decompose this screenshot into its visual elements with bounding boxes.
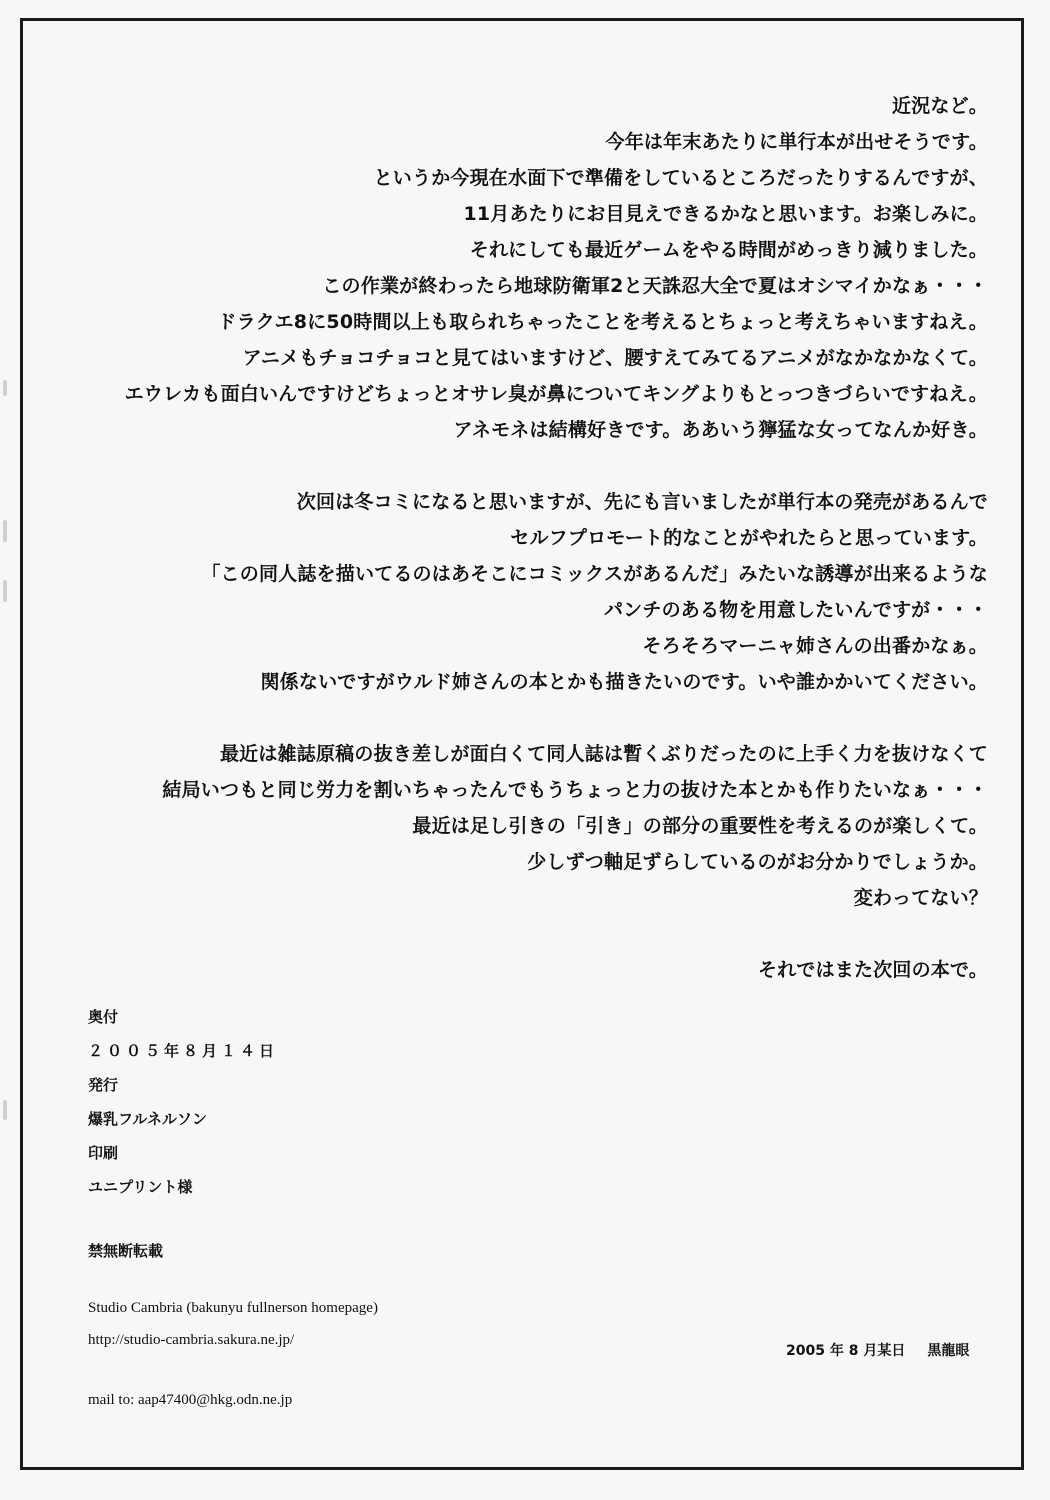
note-line: 最近は雑誌原稿の抜き差しが面白くて同人誌は暫くぶりだったのに上手く力を抜けなくて <box>219 743 988 765</box>
paragraph-spacer <box>88 448 988 484</box>
note-line: エウレカも面白いんですけどちょっとオサレ臭が鼻についてキングよりもとっつきづらいですねえ。 <box>124 383 988 405</box>
note-line: ドラクエ8に50時間以上も取られちゃったことを考えるとちょっと考えちゃいますねえ。 <box>217 311 988 333</box>
scan-mark <box>3 1100 7 1120</box>
note-line: 関係ないですがウルド姉さんの本とかも描きたいのです。いや誰かかいてください。 <box>260 671 988 693</box>
paragraph-spacer <box>88 700 988 736</box>
colophon-heading: 奥付 <box>88 1008 119 1026</box>
mail-address[interactable]: mail to: aap47400@hkg.odn.ne.jp <box>88 1392 293 1408</box>
paragraph-spacer <box>88 916 988 952</box>
note-line: この作業が終わったら地球防衛軍2と天誅忍大全で夏はオシマイかなぁ・・・ <box>322 275 988 297</box>
publisher-label: 発行 <box>88 1076 119 1094</box>
note-line: パンチのある物を用意したいんですが・・・ <box>603 599 988 621</box>
copyright-notice: 禁無断転載 <box>88 1242 164 1260</box>
note-line: そろそろマーニャ姉さんの出番かなぁ。 <box>642 635 988 657</box>
note-line: アニメもチョコチョコと見てはいますけど、腰すえてみてるアニメがなかなかなくて。 <box>242 347 988 369</box>
signature <box>786 1340 969 1360</box>
printer-name: ユニプリント様 <box>88 1178 193 1196</box>
note-line: 今年は年末あたりに単行本が出せそうです。 <box>605 131 988 153</box>
publication-date: ２００５年８月１４日 <box>88 1042 279 1060</box>
note-line: 次回は冬コミになると思いますが、先にも言いましたが単行本の発売があるんで <box>296 491 988 513</box>
scan-mark <box>3 580 7 602</box>
scan-mark <box>3 380 7 396</box>
colophon <box>88 1000 688 1268</box>
homepage-url[interactable]: http://studio-cambria.sakura.ne.jp/ <box>88 1332 295 1348</box>
note-line: それにしても最近ゲームをやる時間がめっきり減りました。 <box>469 239 988 261</box>
note-line: 11月あたりにお目見えできるかなと思います。お楽しみに。 <box>463 203 988 225</box>
note-line: 最近は足し引きの「引き」の部分の重要性を考えるのが楽しくて。 <box>412 815 988 837</box>
note-line: というか今現在水面下で準備をしているところだったりするんですが、 <box>373 167 988 189</box>
note-line: セルフプロモート的なことがやれたらと思っています。 <box>510 527 988 549</box>
signature-author: 黒龍眼 <box>927 1343 970 1359</box>
publisher-name: 爆乳フルネルソン <box>88 1110 207 1128</box>
afterword-notes <box>88 88 988 988</box>
studio-name: Studio Cambria (bakunyu fullnerson homepage) <box>88 1300 378 1316</box>
note-line: 結局いつもと同じ労力を割いちゃったんでもうちょっと力の抜けた本とかも作りたいなぁ・・・ <box>162 779 988 801</box>
note-line: 「この同人誌を描いてるのはあそこにコミックスがあるんだ」みたいな誘導が出来るような <box>201 563 988 585</box>
printer-label: 印刷 <box>88 1144 119 1162</box>
closing-line: それではまた次回の本で。 <box>757 959 988 981</box>
note-line: 近況など。 <box>891 95 988 117</box>
note-line: 変わってない？ <box>853 887 988 909</box>
signature-date: 2005 年 8 月某日 <box>786 1343 906 1359</box>
note-line: 少しずつ軸足ずらしているのがお分かりでしょうか。 <box>527 851 988 873</box>
colophon-spacer <box>88 1204 688 1234</box>
note-line: アネモネは結構好きです。ああいう獰猛な女ってなんか好き。 <box>453 419 988 441</box>
scan-mark <box>3 520 7 542</box>
studio-info <box>88 1292 378 1356</box>
